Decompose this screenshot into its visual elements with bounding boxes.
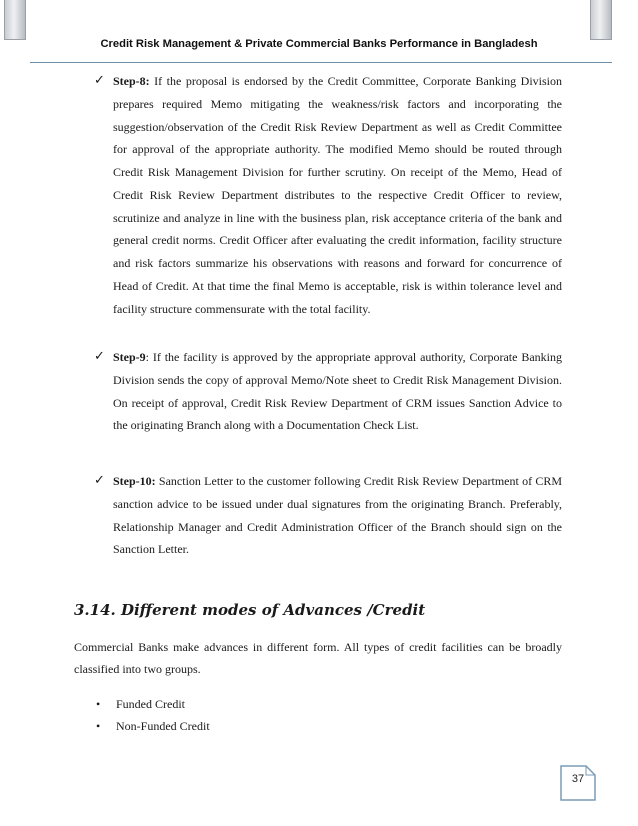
- checkmark-icon: ✓: [94, 73, 105, 88]
- page-corner-tab-right: [590, 0, 612, 40]
- running-header-title: Credit Risk Management & Private Commercial Banks Performance in Bangladesh: [100, 38, 538, 50]
- step-9-item: [94, 346, 562, 437]
- bullet-icon: •: [96, 719, 101, 733]
- step-8-body: If the proposal is endorsed by the Credit Committee, Corporate Banking Division prepares required Memo mitigating the weakness/risk factors and incorporating the suggestion/observation of the Credit Risk Review Department as well as Credit Committee for approval of the appropriate authority. The modified Memo should be routed through Credit Risk Management Division for further scrutiny. On receipt of the Memo, Head of Credit Risk Review Department distributes to the respective Credit Officer to review, scrutinize and analyze in line with the business plan, risk acceptance criteria of the bank and general credit norms. Credit Officer after evaluating the credit information, facility structure and risk factors summarize his observations with reasons and forward for concurrence of Head of Credit. At that time the final Memo is acceptable, risk is within tolerance level and facility structure commensurate with the total facility.: [113, 74, 562, 316]
- step-10-label: Step-10:: [113, 474, 156, 488]
- step-10-text: [94, 470, 562, 561]
- list-item-label: Non-Funded Credit: [116, 719, 210, 733]
- list-item: [96, 693, 210, 715]
- checkmark-icon: ✓: [94, 473, 105, 488]
- page-corner-tab-left: [4, 0, 26, 40]
- step-10-body: Sanction Letter to the customer following Credit Risk Review Department of CRM sanction advice to be issued under dual signatures from the originating Branch. Preferably, Relationship Manager and Credit Administration Officer of the Branch should sign on the Sanction Letter.: [113, 474, 562, 557]
- page-number: 37: [571, 773, 585, 785]
- step-9-body: : If the facility is approved by the appropriate approval authority, Corporate Banking Division sends the copy of approval Memo/Note sheet to Credit Risk Management Division. On receipt of approval, Credit Risk Review Department of CRM issues Sanction Advice to the originating Branch along with a Documentation Check List.: [113, 350, 562, 433]
- step-8-text: [94, 70, 562, 320]
- step-8-label: Step-8:: [113, 74, 150, 88]
- step-10-item: [94, 470, 562, 561]
- section-heading: 3.14. Different modes of Advances /Credit: [74, 601, 426, 619]
- list-item: [96, 715, 210, 737]
- credit-types-list: [96, 693, 210, 737]
- step-9-label: Step-9: [113, 350, 146, 364]
- list-item-label: Funded Credit: [116, 697, 185, 711]
- header-divider: [30, 62, 612, 63]
- bullet-icon: •: [96, 697, 101, 711]
- step-8-item: [94, 70, 562, 320]
- step-9-text: [94, 346, 562, 437]
- checkmark-icon: ✓: [94, 349, 105, 364]
- section-paragraph: Commercial Banks make advances in different form. All types of credit facilities can be broadly classified into two groups.: [74, 640, 562, 676]
